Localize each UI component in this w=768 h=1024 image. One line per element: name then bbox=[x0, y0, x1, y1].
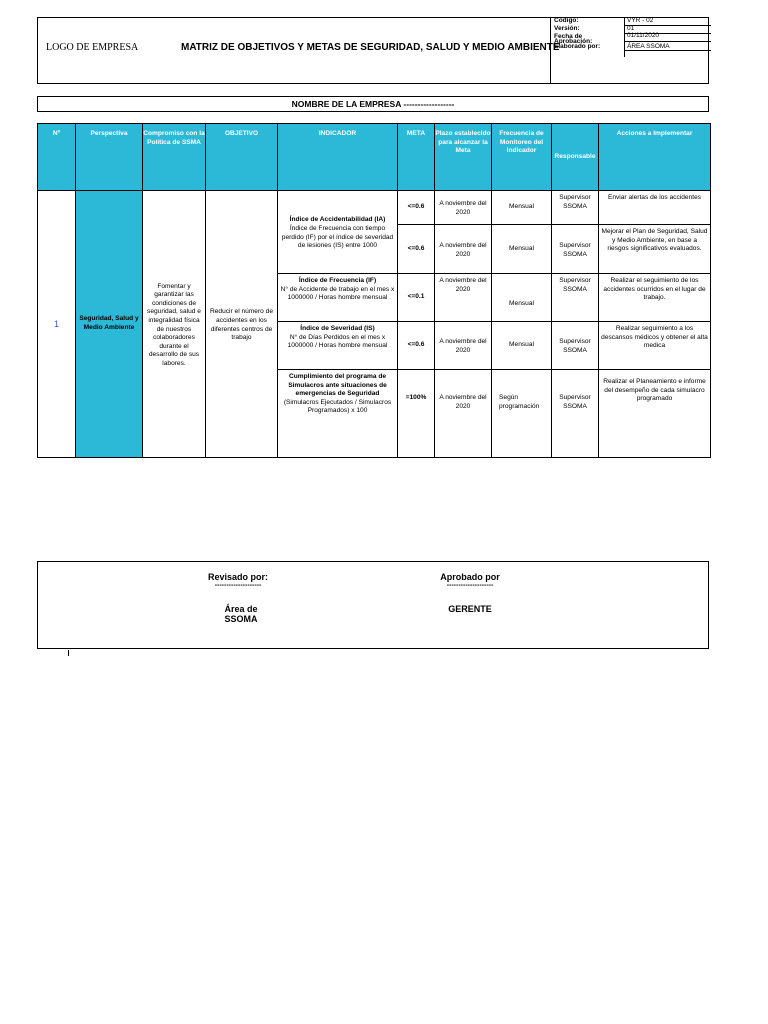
responsible-cell: Supervisor SSOMA bbox=[552, 274, 599, 322]
goal-cell: =100% bbox=[398, 370, 435, 458]
goal-cell: <=0.1 bbox=[398, 274, 435, 322]
indicator-formula: (Simulacros Ejecutados / Simulacros Programados) x 100 bbox=[283, 398, 392, 415]
commitment-cell: Fomentar y garantizar las condiciones de seguridad, salud e integralidad física de nuestros colaboradores durante el desarrollo de sus labores. bbox=[143, 191, 206, 458]
actions-cell: Mejorar el Plan de Seguridad, Salud y Medio Ambiente, en base a riesgos significativos evaluados. bbox=[599, 225, 711, 274]
approved-by-label: Aprobado por bbox=[440, 572, 500, 582]
indicator-formula: N° de Accidente de trabajo en el mes x 1000000 / Horas hombre mensual bbox=[280, 285, 395, 302]
goal-cell: <=0.6 bbox=[398, 191, 435, 225]
indicator-cell bbox=[278, 274, 398, 322]
indicator-title: Cumplimiento del programa de Simulacros ante situaciones de emergencias de Seguridad bbox=[288, 373, 387, 398]
table-row bbox=[38, 191, 711, 225]
indicator-formula: N° de Días Perdidos en el mes x 1000000 / Horas hombre mensual bbox=[287, 333, 388, 350]
document-title: MATRIZ DE OBJETIVOS Y METAS DE SEGURIDAD, SALUD Y MEDIO AMBIENTE bbox=[181, 42, 560, 53]
company-logo-placeholder: LOGO DE EMPRESA bbox=[46, 42, 139, 53]
cursor-mark bbox=[68, 650, 69, 656]
col-header-indicator: INDICADOR bbox=[278, 124, 398, 191]
document-meta-box: Codigo: VYR - 02 Versión: 01 Fecha de Aprobación: 01/11/2020 Elaborado por: ÁREA SSOMA bbox=[550, 17, 711, 84]
deadline-cell: A noviembre del 2020 bbox=[435, 225, 492, 274]
frequency-cell: Mensual bbox=[492, 274, 552, 322]
signature-block bbox=[37, 561, 709, 649]
objectives-matrix-table bbox=[37, 123, 711, 458]
col-header-goal: META bbox=[398, 124, 435, 191]
frequency-cell: Mensual bbox=[492, 322, 552, 370]
actions-cell: Realizar el Planeamiento e informe del desempeño de cada simulacro programado bbox=[599, 370, 711, 458]
frequency-cell: Mensual bbox=[492, 225, 552, 274]
actions-cell: Realizar el seguimiento de los accidentes ocurridos en el lugar de trabajo. bbox=[599, 274, 711, 322]
indicator-cell bbox=[278, 322, 398, 370]
objective-cell: Reducir el número de accidentes en los diferentes centros de trabajo bbox=[206, 191, 278, 458]
col-header-commitment: Compromiso con la Política de SSMA bbox=[143, 124, 206, 191]
indicator-cell bbox=[278, 370, 398, 458]
col-header-responsible: Responsable bbox=[552, 124, 599, 191]
indicator-formula: Índice de Frecuencia con tiempo perdido (IF) por el índice de severidad de lesiones (IS) entre 1000 bbox=[281, 224, 394, 250]
table-header-row bbox=[38, 124, 711, 191]
goal-cell: <=0.6 bbox=[398, 225, 435, 274]
indicator-title: Índice de Severidad (IS) bbox=[300, 325, 375, 332]
deadline-cell: A noviembre del 2020 bbox=[435, 191, 492, 225]
col-header-perspective: Perspectiva bbox=[76, 124, 143, 191]
goal-cell: <=0.6 bbox=[398, 322, 435, 370]
responsible-cell: Supervisor SSOMA bbox=[552, 370, 599, 458]
indicator-title: Índice de Accidentabilidad (IA) bbox=[289, 216, 386, 224]
frequency-cell: Según programación bbox=[492, 370, 552, 458]
indicator-cell bbox=[278, 191, 398, 274]
deadline-cell: A noviembre del 2020 bbox=[435, 274, 492, 322]
document-header bbox=[37, 17, 709, 84]
actions-cell: Enviar alertas de los accidentes bbox=[599, 191, 711, 225]
col-header-objective: OBJETIVO bbox=[206, 124, 278, 191]
deadline-cell: A noviembre del 2020 bbox=[435, 370, 492, 458]
indicator-title: Índice de Frecuencia (IF) bbox=[298, 277, 377, 284]
reviewed-by-label: Revisado por: bbox=[207, 572, 268, 582]
responsible-cell: Supervisor SSOMA bbox=[552, 322, 599, 370]
responsible-cell: Supervisor SSOMA bbox=[552, 225, 599, 274]
perspective-cell: Seguridad, Salud y Medio Ambiente bbox=[76, 191, 143, 458]
reviewed-by-name: Área de SSOMA bbox=[224, 604, 258, 624]
approved-by-name: GERENTE bbox=[448, 604, 492, 614]
actions-cell: Realizar seguimiento a los descansos médicos y obtener el alta medica bbox=[599, 322, 711, 370]
company-name-bar: NOMBRE DE LA EMPRESA ------------------ bbox=[37, 96, 709, 112]
col-header-number: Nº bbox=[38, 124, 76, 191]
responsible-cell: Supervisor SSOMA bbox=[552, 191, 599, 225]
col-header-actions: Acciones a Implementar bbox=[599, 124, 711, 191]
approved-by-signature-line: -------------------- bbox=[446, 582, 494, 589]
frequency-cell: Mensual bbox=[492, 191, 552, 225]
col-header-deadline: Plazo establecido para alcanzar la Meta bbox=[435, 124, 492, 191]
row-number: 1 bbox=[38, 191, 76, 458]
deadline-cell: A noviembre del 2020 bbox=[435, 322, 492, 370]
reviewed-by-signature-line: -------------------- bbox=[214, 582, 262, 589]
col-header-frequency: Frecuencia de Monitoreo del Indicador bbox=[492, 124, 552, 191]
